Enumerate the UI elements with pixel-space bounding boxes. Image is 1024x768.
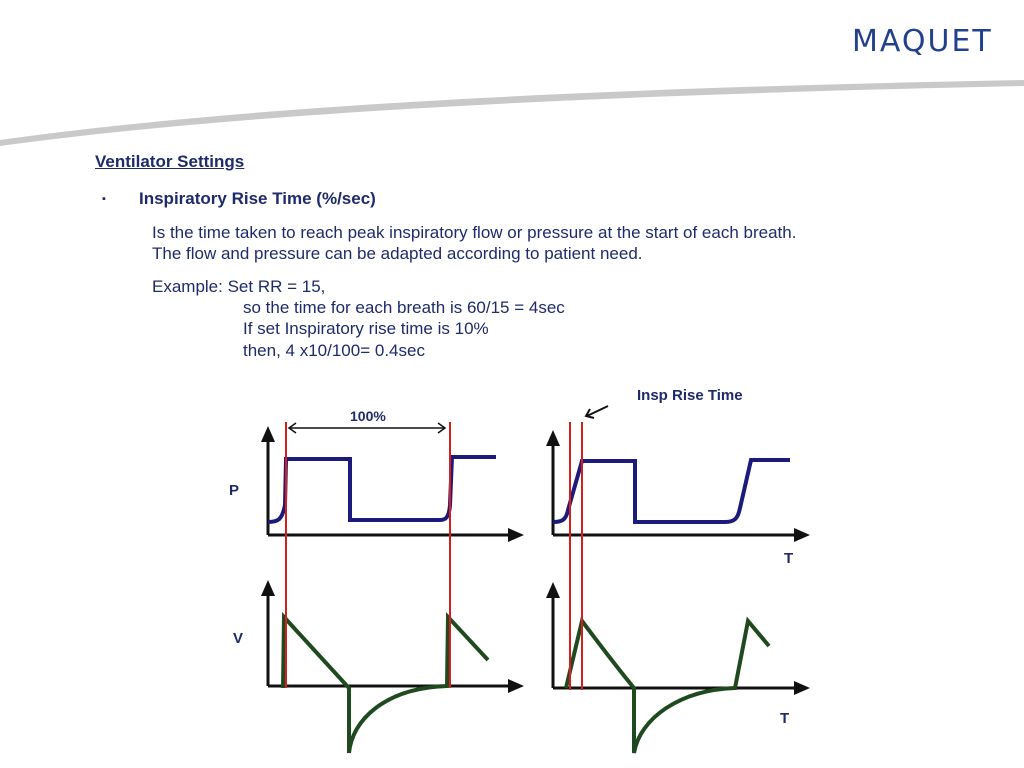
- cycle-span-arrow: [289, 423, 445, 433]
- percent-label: 100%: [350, 408, 386, 424]
- definition-line-1: Is the time taken to reach peak inspiratory flow or pressure at the start of each breath.: [152, 223, 797, 242]
- pressure-axis-label: P: [229, 482, 240, 499]
- red-marker-lines: [286, 422, 582, 690]
- definition-line-2: The flow and pressure can be adapted according to patient need.: [152, 244, 643, 263]
- time-axis-label-top: T: [784, 550, 794, 567]
- bullet-marker: ▪: [102, 193, 106, 205]
- maquet-logo: MAQUET: [852, 24, 993, 59]
- right-pressure-curve: [553, 460, 790, 522]
- example-line-2: so the time for each breath is 60/15 = 4sec: [243, 298, 565, 317]
- left-pressure-curve: [268, 457, 496, 522]
- bullet-heading: Inspiratory Rise Time (%/sec): [139, 189, 376, 208]
- insp-rise-time-label: Insp Rise Time: [637, 387, 743, 404]
- slide-title: Ventilator Settings: [95, 152, 245, 171]
- flow-axis-label: V: [233, 630, 244, 647]
- example-line-3: If set Inspiratory rise time is 10%: [243, 319, 489, 338]
- right-flow-axes: [553, 594, 798, 688]
- example-line-4: then, 4 x10/100= 0.4sec: [243, 341, 425, 360]
- insp-rise-pointer-arrow: [586, 406, 608, 418]
- example-line-1: Example: Set RR = 15,: [152, 277, 326, 296]
- time-axis-label-bottom: T: [780, 710, 790, 727]
